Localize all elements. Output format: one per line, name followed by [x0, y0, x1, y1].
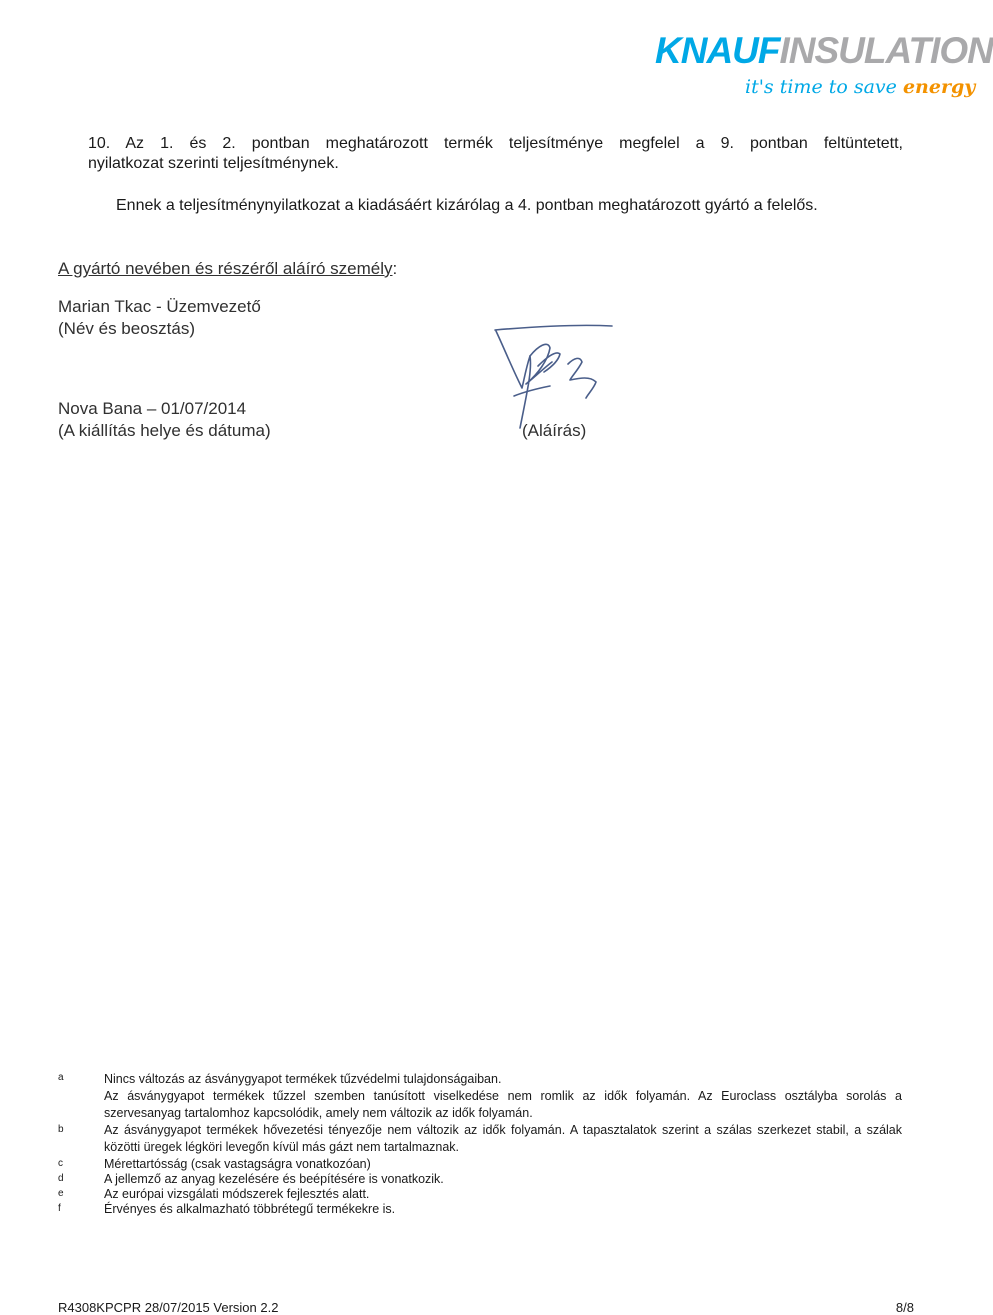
footnote-a-line1: Nincs változás az ásványgyapot termékek tűzvédelmi tulajdonságaiban. — [104, 1072, 502, 1086]
signer-heading-text: A gyártó nevében és részéről aláíró személy — [58, 259, 393, 278]
footnote-e-text: Az európai vizsgálati módszerek fejlesztés alatt. — [104, 1187, 370, 1201]
signer-name: Marian Tkac - Üzemvezető — [58, 297, 261, 316]
footnote-c-text: Mérettartósság (csak vastagságra vonatkozóan) — [104, 1157, 371, 1171]
section-10-line2: nyilatkozat szerinti teljesítménynek. — [88, 155, 339, 172]
footnote-b-marker: b — [58, 1124, 64, 1135]
footnote-c-marker: c — [58, 1158, 63, 1169]
footnote-e-marker: e — [58, 1188, 64, 1199]
footnote-a-line3: szervesanyag tartalomhoz kapcsolódik, amely nem változik az idők folyamán. — [104, 1106, 533, 1120]
responsibility-statement: Ennek a teljesítménynyilatkozat a kiadásáért kizárólag a 4. pontban meghatározott gyártó a felelős. — [116, 197, 818, 214]
footnote-f-marker: f — [58, 1203, 61, 1214]
footnote-a-line2: Az ásványgyapot termékek tűzzel szemben tanúsított viselkedése nem romlik az idők folyamán. Az Euroclass osztályba sorolás a — [104, 1089, 902, 1103]
signature-caption: (Aláírás) — [522, 421, 587, 440]
section-10-line1: 10. Az 1. és 2. pontban meghatározott termék teljesítménye megfelel a 9. pontban feltüntetett, — [88, 135, 903, 152]
signer-name-caption: (Név és beosztás) — [58, 319, 195, 338]
document-reference: R4308KPCPR 28/07/2015 Version 2.2 — [58, 1300, 279, 1315]
footnote-f-text: Érvényes és alkalmazható többrétegű termékekre is. — [104, 1202, 396, 1216]
logo-tagline — [745, 78, 975, 97]
footnote-b-line1: Az ásványgyapot termékek hővezetési tényezője nem változik az idők folyamán. A tapasztalatok szerint a szálas szerkezet stabil, a szálak — [104, 1123, 902, 1137]
logo-tagline-energy: energy — [902, 76, 976, 98]
logo-wordmark — [655, 32, 993, 69]
footnote-b-line2: közötti üregek légköri levegőn kívül más gázt nem tartalmaznak. — [104, 1140, 460, 1154]
knauf-insulation-logo — [655, 28, 993, 112]
place-and-date-caption: (A kiállítás helye és dátuma) — [58, 421, 271, 440]
footnote-a-marker: a — [58, 1072, 64, 1083]
page-number: 8/8 — [895, 1300, 914, 1315]
place-and-date: Nova Bana – 01/07/2014 — [58, 399, 247, 418]
logo-brand-knauf: KNAUF — [655, 30, 780, 71]
handwritten-signature — [490, 318, 620, 433]
logo-brand-insulation: INSULATION — [779, 30, 993, 71]
signer-heading — [58, 258, 397, 279]
logo-tagline-start: it's time to save — [745, 76, 903, 98]
signer-heading-colon: : — [392, 259, 398, 278]
footnote-d-marker: d — [58, 1173, 64, 1184]
footnote-d-text: A jellemző az anyag kezelésére és beépítésére is vonatkozik. — [104, 1172, 444, 1186]
